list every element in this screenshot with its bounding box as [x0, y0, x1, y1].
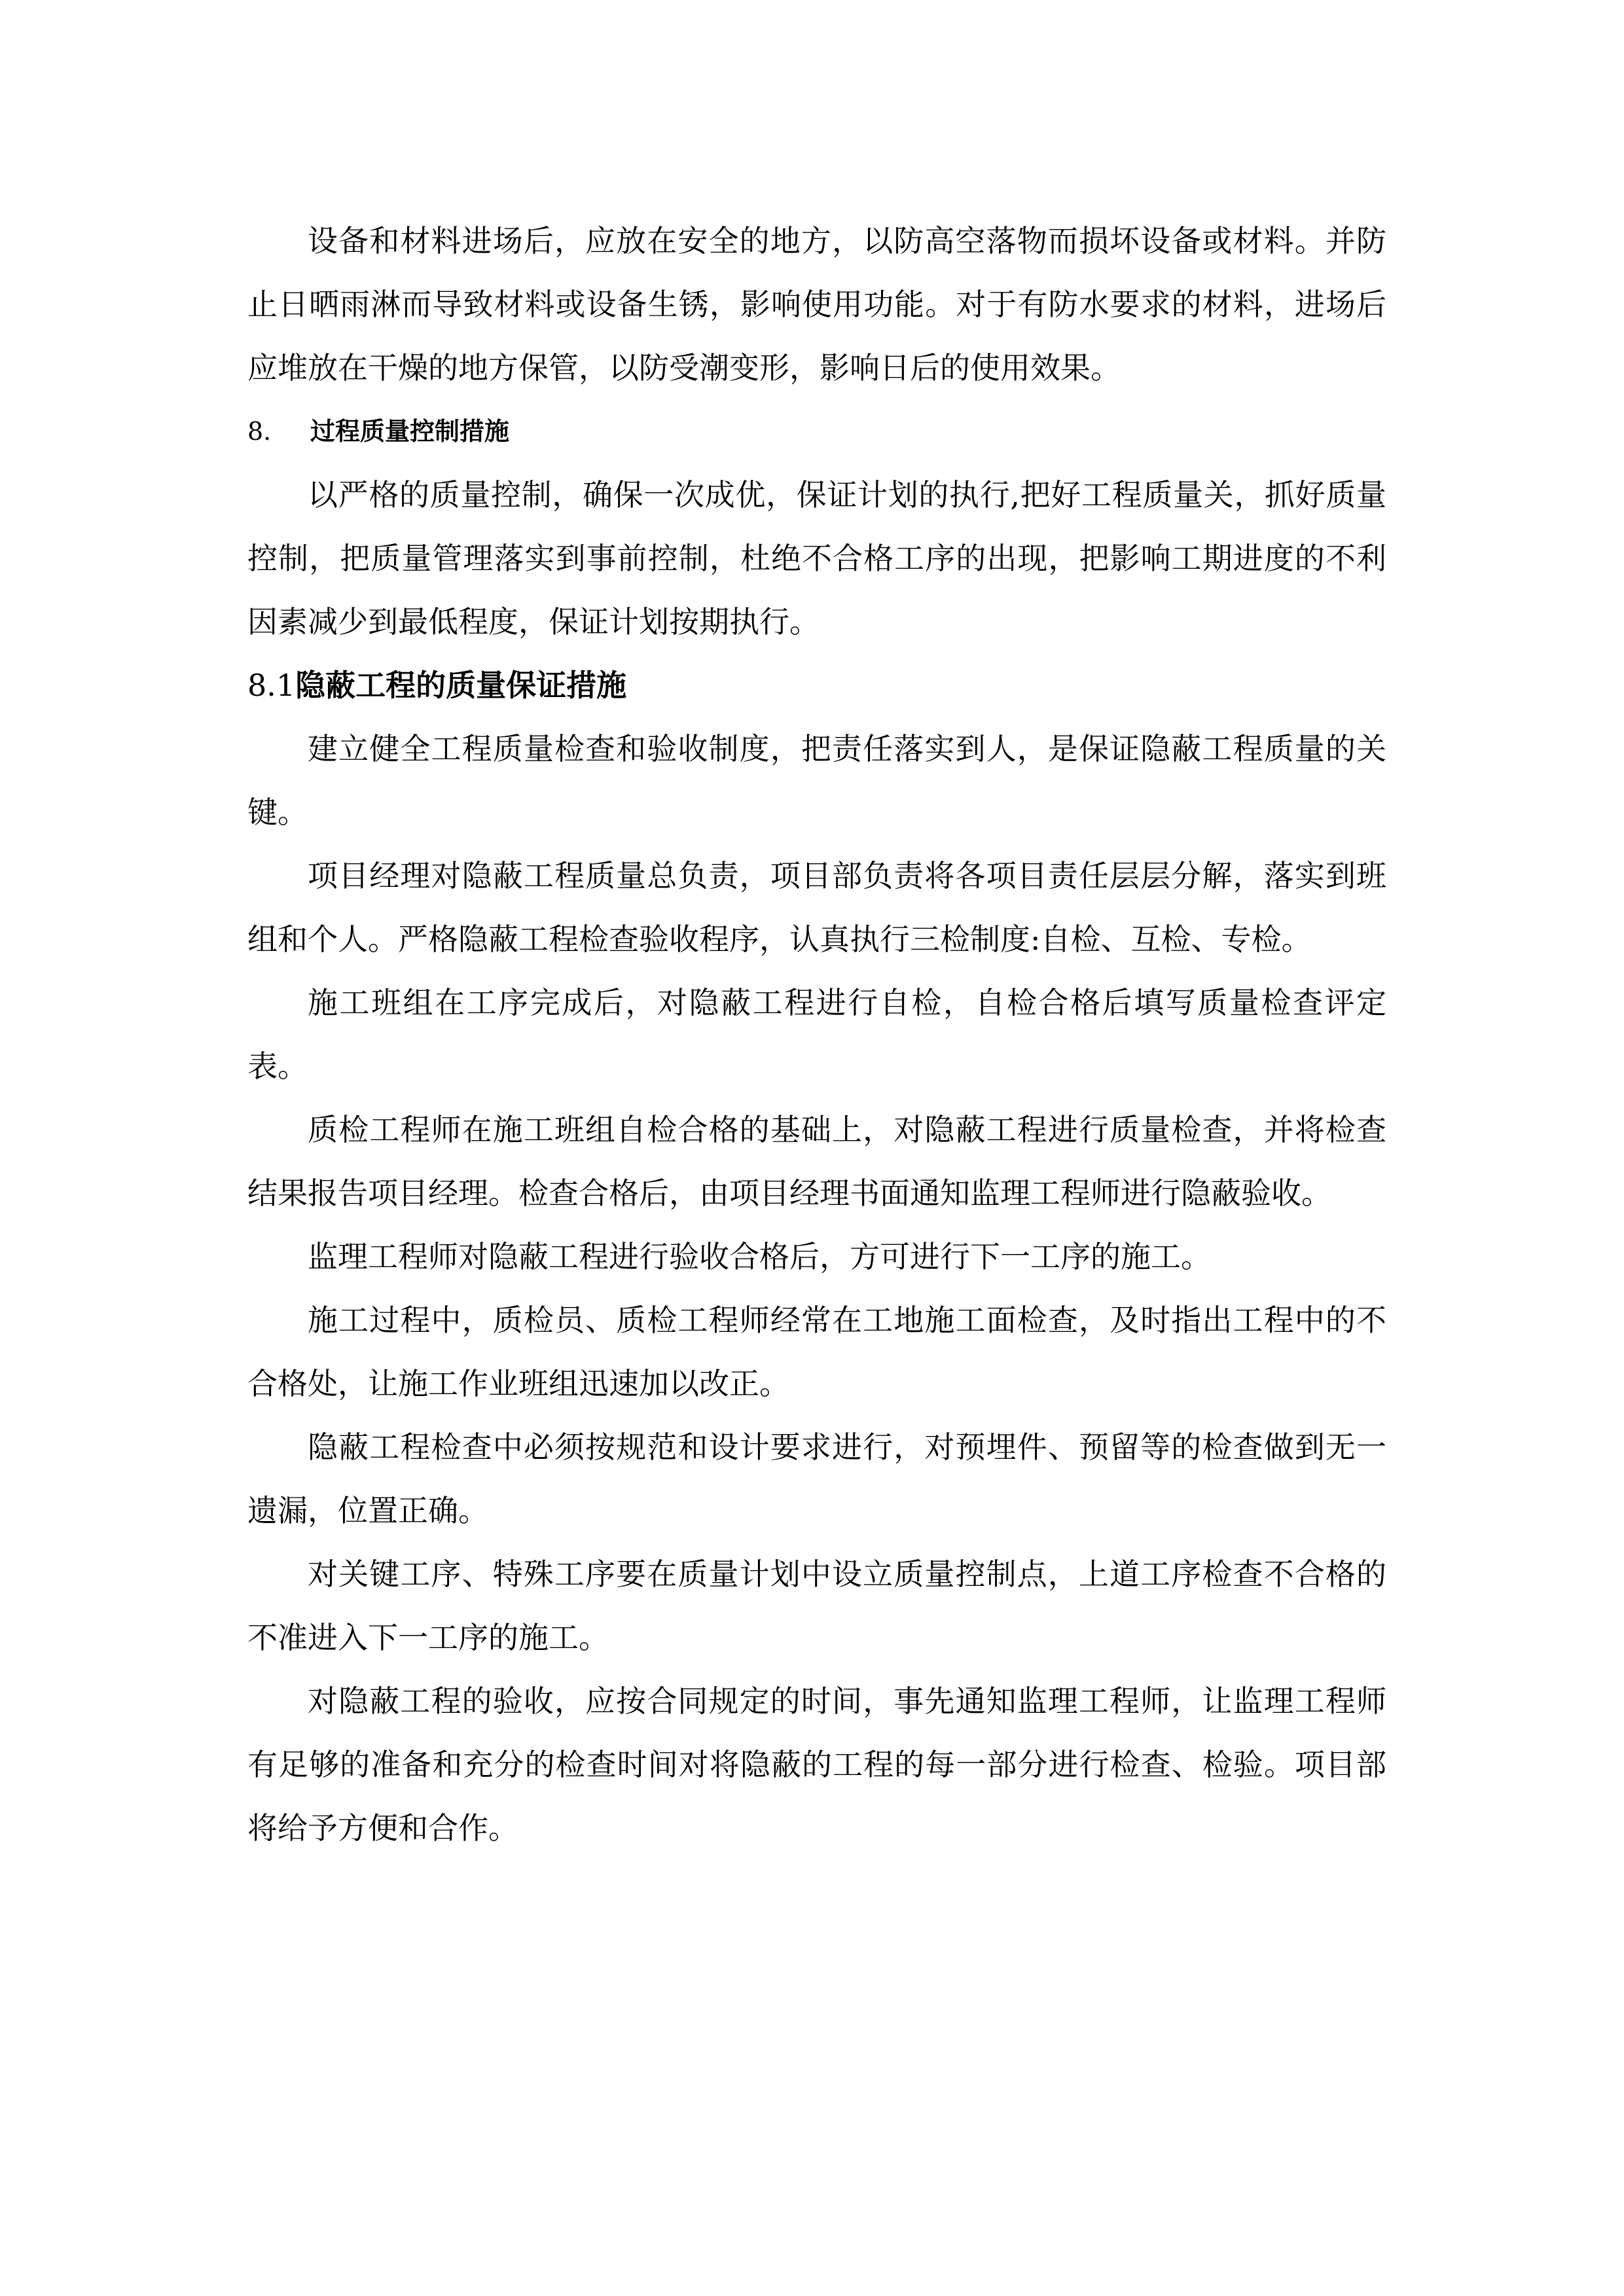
paragraph-3: 施工班组在工序完成后，对隐蔽工程进行自检，自检合格后填写质量检查评定表。	[247, 985, 1386, 1084]
paragraph-2: 项目经理对隐蔽工程质量总负责，项目部负责将各项目责任层层分解，落实到班组和个人。严格隐蔽工程检查验收程序，认真执行三检制度:自检、互检、专检。	[247, 858, 1386, 957]
paragraph-6: 施工过程中，质检员、质检工程师经常在工地施工面检查，及时指出工程中的不合格处，让施工作业班组迅速加以改正。	[247, 1302, 1386, 1401]
section-8-title: 过程质量控制措施	[310, 417, 510, 446]
section-8-1-number: 8.1	[247, 668, 296, 703]
section-8-number: 8.	[247, 417, 272, 446]
intro-paragraph: 设备和材料进场后，应放在安全的地方，以防高空落物而损坏设备或材料。并防止日晒雨淋而导致材料或设备生锈，影响使用功能。对于有防水要求的材料，进场后应堆放在干燥的地方保管，以防受潮变形，影响日后的使用效果。	[247, 223, 1386, 386]
paragraph-4: 质检工程师在施工班组自检合格的基础上，对隐蔽工程进行质量检查，并将检查结果报告项目经理。检查合格后，由项目经理书面通知监理工程师进行隐蔽验收。	[247, 1112, 1386, 1211]
paragraph-1: 建立健全工程质量检查和验收制度，把责任落实到人，是保证隐蔽工程质量的关键。	[247, 731, 1386, 830]
section-8-1-heading	[247, 654, 1386, 717]
section-8-paragraph: 以严格的质量控制，确保一次成优，保证计划的执行,把好工程质量关，抓好质量控制，把质量管理落实到事前控制，杜绝不合格工序的出现，把影响工期进度的不利因素减少到最低程度，保证计划按期执行。	[247, 477, 1386, 639]
paragraph-8: 对关键工序、特殊工序要在质量计划中设立质量控制点，上道工序检查不合格的不准进入下一工序的施工。	[247, 1556, 1386, 1655]
paragraph-9: 对隐蔽工程的验收，应按合同规定的时间，事先通知监理工程师，让监理工程师有足够的准备和充分的检查时间对将隐蔽的工程的每一部分进行检查、检验。项目部将给予方便和合作。	[247, 1683, 1386, 1846]
document-body	[247, 209, 1386, 1860]
paragraph-7: 隐蔽工程检查中必须按规范和设计要求进行，对预埋件、预留等的检查做到无一遗漏，位置正确。	[247, 1429, 1386, 1528]
paragraph-5: 监理工程师对隐蔽工程进行验收合格后，方可进行下一工序的施工。	[308, 1239, 1211, 1274]
section-8-heading	[247, 400, 1386, 463]
section-8-1-title: 隐蔽工程的质量保证措施	[295, 668, 627, 703]
